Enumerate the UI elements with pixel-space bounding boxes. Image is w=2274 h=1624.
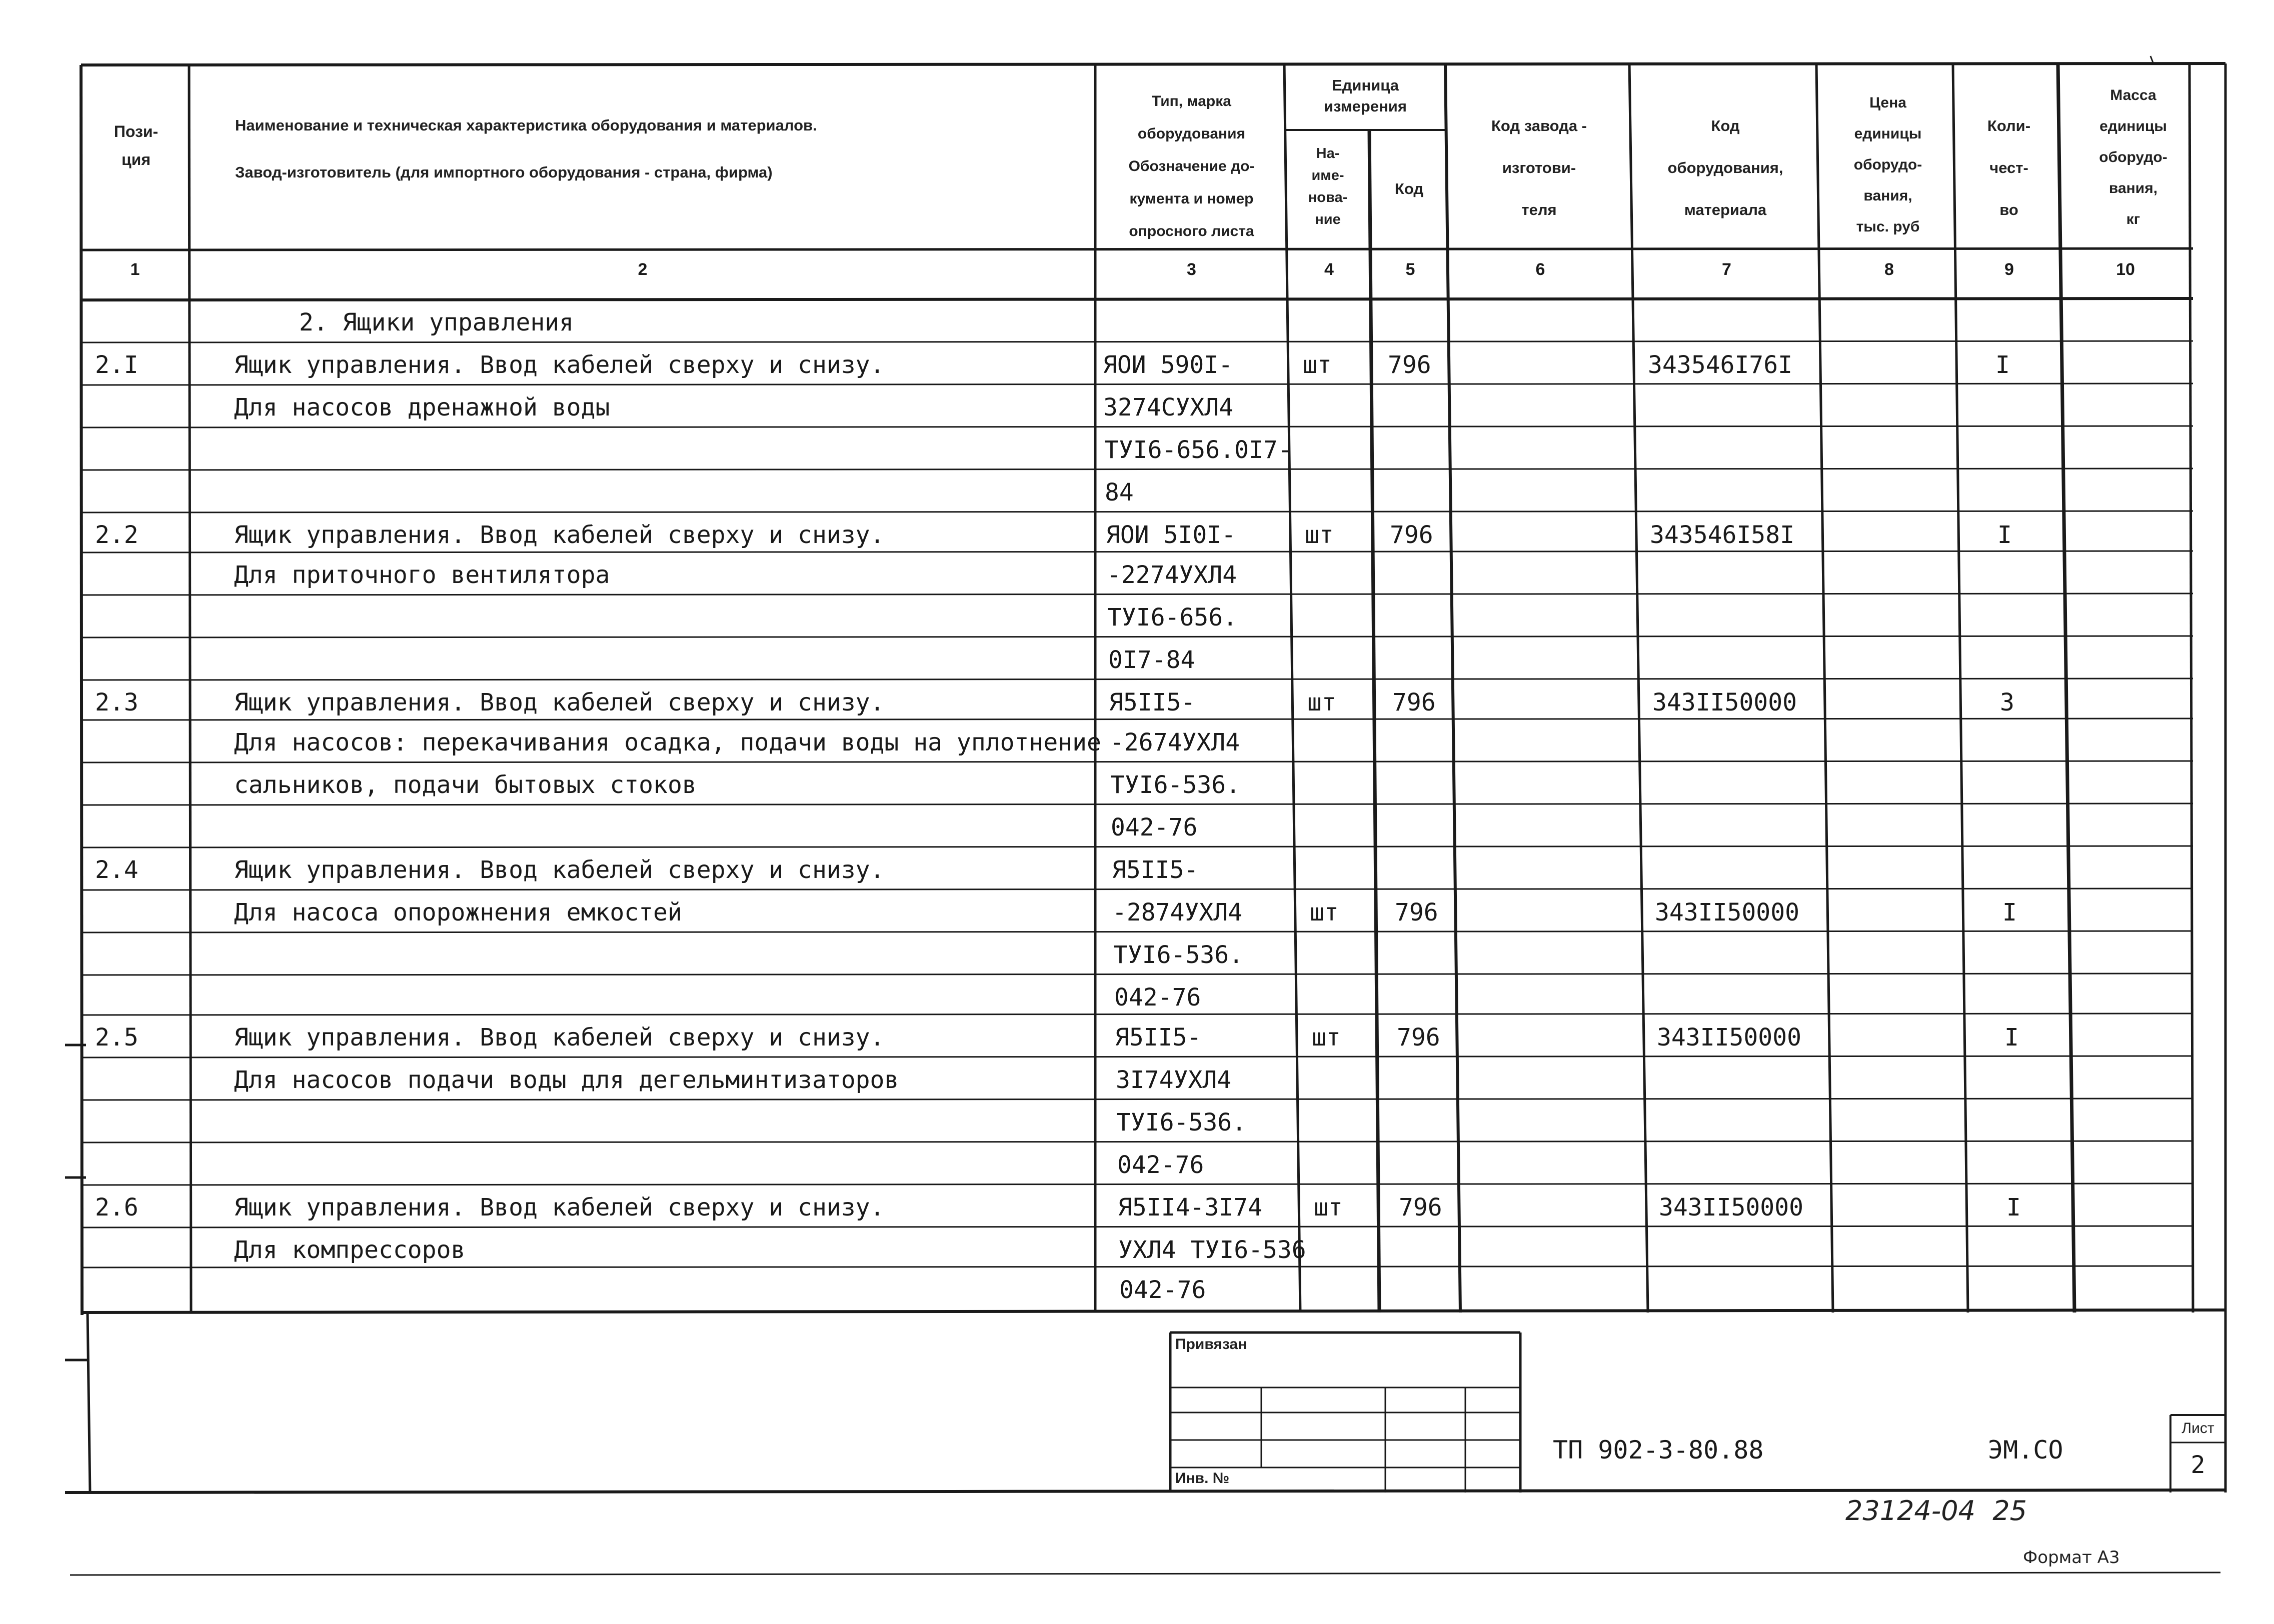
row-5-pos: 2.2 bbox=[95, 521, 139, 549]
header-name-line1: Наименование и техническая характеристика оборудования и материалов. bbox=[235, 116, 817, 134]
row-9-qty: 3 bbox=[2000, 688, 2014, 716]
row-10-type: -2674УХЛ4 bbox=[1110, 728, 1240, 756]
row-23-type: 042-76 bbox=[1119, 1276, 1206, 1304]
row-13-pos: 2.4 bbox=[95, 856, 139, 884]
col-number-3: 3 bbox=[1187, 260, 1196, 279]
header-name-line2: Завод-изготовитель (для импортного оборудования - страна, фирма) bbox=[235, 164, 773, 181]
row-5-code: 796 bbox=[1390, 521, 1433, 549]
row-21-qty: I bbox=[2006, 1194, 2021, 1222]
document-code: ТП 902-3-80.88 bbox=[1553, 1436, 1764, 1464]
col-number-9: 9 bbox=[2004, 260, 2014, 279]
row-21-name: Ящик управления. Ввод кабелей сверху и снизу. bbox=[234, 1194, 885, 1222]
row-22-type: УХЛ4 ТУI6-536 bbox=[1118, 1236, 1306, 1264]
row-14-code: 796 bbox=[1395, 898, 1438, 926]
row-1-equip-code: 343546I76I bbox=[1648, 351, 1792, 379]
row-3-type: ТУI6-656.0I7- bbox=[1104, 436, 1292, 464]
row-1-code: 796 bbox=[1388, 351, 1431, 379]
row-18-name: Для насосов подачи воды для дегельминтизаторов bbox=[234, 1066, 899, 1094]
row-6-type: -2274УХЛ4 bbox=[1107, 561, 1237, 589]
row-11-type: ТУI6-536. bbox=[1110, 771, 1241, 799]
col-number-7: 7 bbox=[1722, 260, 1731, 279]
header-mass: Масса единицы оборудо- вания, кг bbox=[2099, 87, 2167, 228]
header-position: Пози- ция bbox=[114, 122, 159, 168]
row-5-unit: шт bbox=[1305, 521, 1334, 549]
row-15-type: ТУI6-536. bbox=[1113, 941, 1244, 969]
row-17-equip-code: 343II50000 bbox=[1657, 1024, 1801, 1052]
row-14-qty: I bbox=[2002, 898, 2017, 926]
format-label: Формат А3 bbox=[2023, 1548, 2120, 1568]
row-12-type: 042-76 bbox=[1111, 814, 1198, 842]
row-10-name: Для насосов: перекачивания осадка, подачи воды на уплотнение bbox=[234, 728, 1101, 756]
header-unit: Единица измерения bbox=[1324, 76, 1407, 115]
row-9-unit: шт bbox=[1307, 688, 1336, 716]
document-suffix: ЭМ.СО bbox=[1988, 1436, 2063, 1464]
header-quantity: Коли- чест- во bbox=[1987, 117, 2031, 218]
row-9-name: Ящик управления. Ввод кабелей сверху и снизу. bbox=[234, 688, 885, 716]
row-21-equip-code: 343II50000 bbox=[1659, 1194, 1803, 1222]
header-equipment-code: Код оборудования, материала bbox=[1667, 117, 1783, 218]
handwritten-inventory-number: 23124-04 25 bbox=[1845, 1495, 2027, 1526]
header-unit-code: Код bbox=[1394, 180, 1424, 198]
row-14-name: Для насоса опорожнения емкостей bbox=[234, 898, 682, 926]
row-1-type: ЯОИ 590I- bbox=[1103, 351, 1233, 379]
row-5-name: Ящик управления. Ввод кабелей сверху и снизу. bbox=[234, 521, 885, 549]
row-9-code: 796 bbox=[1392, 688, 1436, 716]
row-17-name: Ящик управления. Ввод кабелей сверху и снизу. bbox=[234, 1024, 885, 1052]
col-number-4: 4 bbox=[1324, 260, 1334, 279]
row-9-equip-code: 343II50000 bbox=[1652, 688, 1797, 716]
row-18-type: 3I74УХЛ4 bbox=[1116, 1066, 1232, 1094]
header-factory-code: Код завода - изготови- теля bbox=[1491, 117, 1587, 218]
col-number-6: 6 bbox=[1535, 260, 1545, 279]
row-21-type: Я5II4-3I74 bbox=[1118, 1194, 1262, 1222]
sheet-number: 2 bbox=[2190, 1451, 2205, 1479]
row-1-pos: 2.I bbox=[95, 351, 139, 379]
row-14-unit: шт bbox=[1310, 898, 1339, 926]
row-17-code: 796 bbox=[1397, 1024, 1440, 1052]
row-8-type: 0I7-84 bbox=[1108, 646, 1195, 674]
row-14-type: -2874УХЛ4 bbox=[1112, 898, 1243, 926]
col-number-5: 5 bbox=[1405, 260, 1415, 279]
row-5-equip-code: 343546I58I bbox=[1650, 521, 1794, 549]
col-number-1: 1 bbox=[130, 260, 140, 279]
row-11-name: сальников, подачи бытовых стоков bbox=[234, 771, 697, 799]
row-9-pos: 2.3 bbox=[95, 688, 139, 716]
row-21-code: 796 bbox=[1399, 1194, 1442, 1222]
section-title: 2. Ящики управления bbox=[299, 308, 574, 336]
row-17-unit: шт bbox=[1312, 1024, 1341, 1052]
row-2-name: Для насосов дренажной воды bbox=[234, 394, 610, 422]
row-1-unit: шт bbox=[1303, 351, 1332, 379]
row-5-qty: I bbox=[1997, 521, 2012, 549]
row-22-name: Для компрессоров bbox=[234, 1236, 466, 1264]
row-5-type: ЯОИ 5I0I- bbox=[1106, 521, 1236, 549]
row-14-equip-code: 343II50000 bbox=[1655, 898, 1799, 926]
row-13-type: Я5II5- bbox=[1112, 856, 1199, 884]
col-number-2: 2 bbox=[638, 260, 648, 279]
row-21-pos: 2.6 bbox=[95, 1194, 139, 1222]
row-1-name: Ящик управления. Ввод кабелей сверху и снизу. bbox=[234, 351, 885, 379]
row-9-type: Я5II5- bbox=[1109, 688, 1196, 716]
header-unit-name: На- име- нова- ние bbox=[1308, 146, 1348, 228]
stamp-inventory-label: Инв. № bbox=[1175, 1470, 1230, 1486]
header-type-mark: Тип, марка оборудования Обозначение до- кумента и номер опросного листа bbox=[1128, 93, 1255, 240]
row-7-type: ТУI6-656. bbox=[1107, 604, 1238, 632]
sheet-label: Лист bbox=[2181, 1420, 2214, 1436]
row-4-type: 84 bbox=[1105, 478, 1134, 506]
row-17-qty: I bbox=[2004, 1024, 2019, 1052]
col-number-8: 8 bbox=[1884, 260, 1894, 279]
row-20-type: 042-76 bbox=[1117, 1151, 1204, 1179]
row-19-type: ТУI6-536. bbox=[1116, 1108, 1247, 1136]
row-16-type: 042-76 bbox=[1114, 984, 1201, 1012]
row-1-qty: I bbox=[1995, 351, 2010, 379]
row-2-type: 3274СУХЛ4 bbox=[1103, 394, 1234, 422]
row-17-pos: 2.5 bbox=[95, 1024, 139, 1052]
row-17-type: Я5II5- bbox=[1115, 1024, 1202, 1052]
header-price: Цена единицы оборудо- вания, тыс. руб bbox=[1853, 94, 1922, 235]
stamp-privyazan-label: Привязан bbox=[1175, 1336, 1247, 1352]
row-21-unit: шт bbox=[1314, 1194, 1343, 1222]
row-6-name: Для приточного вентилятора bbox=[234, 561, 610, 589]
row-13-name: Ящик управления. Ввод кабелей сверху и снизу. bbox=[234, 856, 885, 884]
col-number-10: 10 bbox=[2116, 260, 2135, 279]
